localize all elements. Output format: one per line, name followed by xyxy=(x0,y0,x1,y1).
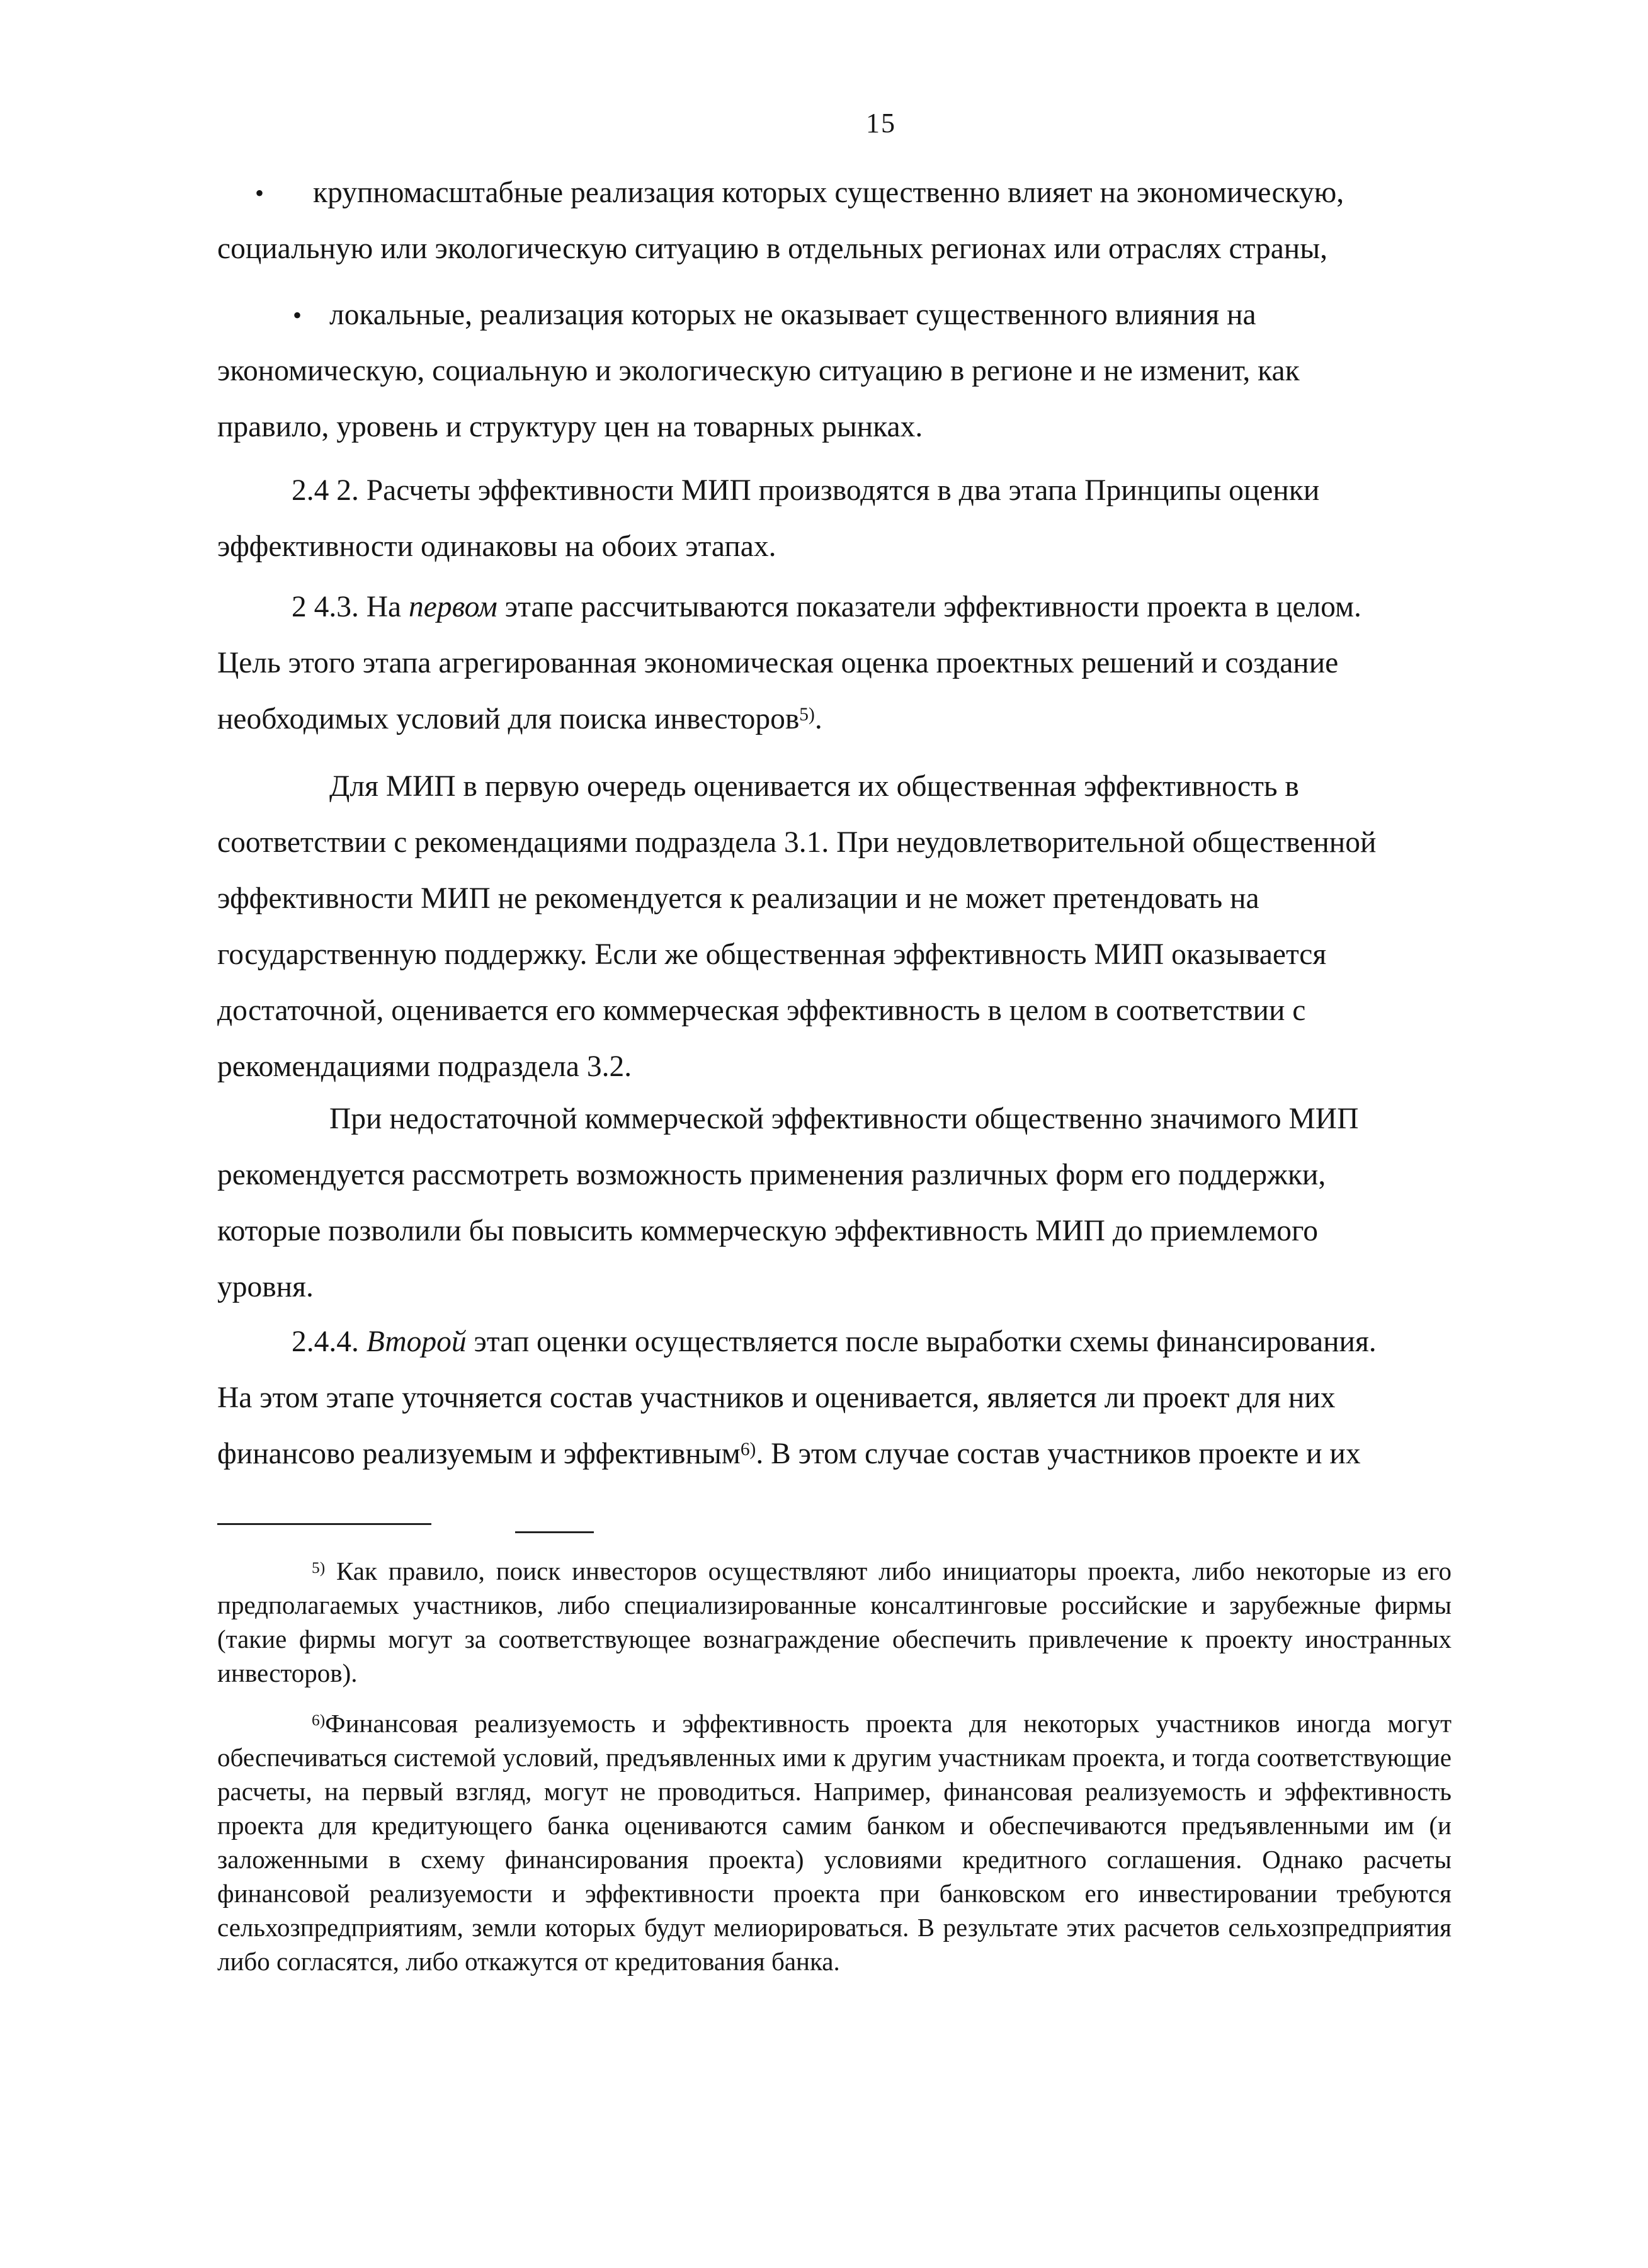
footnote-marker: 5) xyxy=(312,1558,326,1577)
paragraph-2-4-3 xyxy=(217,579,1452,747)
italic-term: Второй xyxy=(366,1325,467,1358)
paragraph-line: государственную поддержку. Если же общественная эффективность МИП оказывается xyxy=(217,938,1327,971)
italic-term: первом xyxy=(409,591,497,623)
paragraph-line: соответствии с рекомендациями подраздела 3.1. При неудовлетворительной общественной xyxy=(217,826,1377,859)
paragraph-mip-assessment xyxy=(217,759,1452,1095)
paragraph-line: необходимых условий для поиска инвесторов$^{5)}$. xyxy=(217,703,822,735)
paragraph-2-4-2 xyxy=(217,463,1452,575)
paragraph-line: финансово реализуемым и эффективным$^{6)}$. В этом случае состав участников проекте и их xyxy=(217,1437,1361,1470)
footnote-ref-5: 5) xyxy=(799,704,815,725)
footnote-ref-6: 6) xyxy=(740,1439,756,1460)
paragraph-2-4-4 xyxy=(217,1314,1452,1482)
bullet-item-local xyxy=(217,287,1452,455)
paragraph-line: Для МИП в первую очередь оценивается их общественная эффективность в xyxy=(329,770,1299,803)
bullet-line: локальные, реализация которых не оказывает существенного влияния на xyxy=(329,298,1256,331)
bullet-line: правило, уровень и структуру цен на товарных рынках. xyxy=(217,411,923,443)
paragraph-line: 2.4.4. Второй этап оценки осуществляется после выработки схемы финансирования. xyxy=(292,1325,1377,1358)
paragraph-line: Цель этого этапа агрегированная экономическая оценка проектных решений и создание xyxy=(217,647,1339,679)
paragraph-line: которые позволили бы повысить коммерческую эффективность МИП до приемлемого xyxy=(217,1215,1319,1247)
paragraph-insufficient-efficiency xyxy=(217,1091,1452,1315)
bullet-marker: • xyxy=(293,301,302,329)
paragraph-line: 2 4.3. На первом этапе рассчитываются показатели эффективности проекта в целом. xyxy=(292,591,1361,623)
paragraph-line: рекомендуется рассмотреть возможность применения различных форм его поддержки, xyxy=(217,1159,1326,1191)
bullet-item-large-scale xyxy=(217,165,1452,277)
bullet-marker: • xyxy=(255,179,264,207)
footnote-divider xyxy=(217,1523,431,1525)
page-number: 15 xyxy=(866,108,896,139)
bullet-line: экономическую, социальную и экологическую ситуацию в регионе и не изменит, как xyxy=(217,354,1300,387)
bullet-line: социальную или экологическую ситуацию в отдельных регионах или отраслях страны, xyxy=(217,232,1327,265)
footnotes xyxy=(217,1554,1452,1995)
paragraph-line: эффективности одинаковы на обоих этапах. xyxy=(217,530,776,563)
bullet-line: крупномасштабные реализация которых существенно влияет на экономическую, xyxy=(313,176,1344,209)
paragraph-line: уровня. xyxy=(217,1271,314,1303)
paragraph-line: эффективности МИП не рекомендуется к реализации и не может претендовать на xyxy=(217,882,1259,915)
paragraph-line: На этом этапе уточняется состав участников и оценивается, является ли проект для них xyxy=(217,1381,1336,1414)
footnote-divider-secondary xyxy=(515,1531,594,1533)
footnote-5: $^{5)}$ Как правило, поиск инвесторов осуществляют либо инициаторы проекта, либо некоторые из его предполагаемых участников, либо специализированные консалтинговые российские и зарубежные фирмы (такие фирмы могут за соответствующее вознаграждение обеспечить привлечение к проекту иностранных инвесторов). xyxy=(217,1556,1452,1687)
paragraph-line: 2.4 2. Расчеты эффективности МИП производятся в два этапа Принципы оценки xyxy=(292,474,1320,507)
footnote-marker: 6) xyxy=(312,1711,326,1729)
paragraph-line: рекомендациями подраздела 3.2. xyxy=(217,1050,632,1083)
paragraph-line: При недостаточной коммерческой эффективности общественно значимого МИП xyxy=(329,1103,1359,1135)
footnote-6: $^{6)}$Финансовая реализуемость и эффективность проекта для некоторых участников иногда могут обеспечиваться системой условий, предъявленных ими к другим участникам проекта, и тогда соответствующие расчеты, на первый взгляд, могут не проводиться. Например, финансовая реализуемость и эффективность проекта для кредитующего банка оцениваются самим банком и обеспечиваются предъявленными им (и заложенными в схему финансирования проекта) условиями кредитного соглашения. Однако расчеты финансовой реализуемости и эффективности проекта при банковском его инвестировании требуются сельхозпредприятиям, земли которых будут мелиорироваться. В результате этих расчетов сельхозпредприятия либо согласятся, либо откажутся от кредитования банка. xyxy=(217,1709,1452,1976)
paragraph-line: достаточной, оценивается его коммерческая эффективность в целом в соответствии с xyxy=(217,994,1306,1027)
